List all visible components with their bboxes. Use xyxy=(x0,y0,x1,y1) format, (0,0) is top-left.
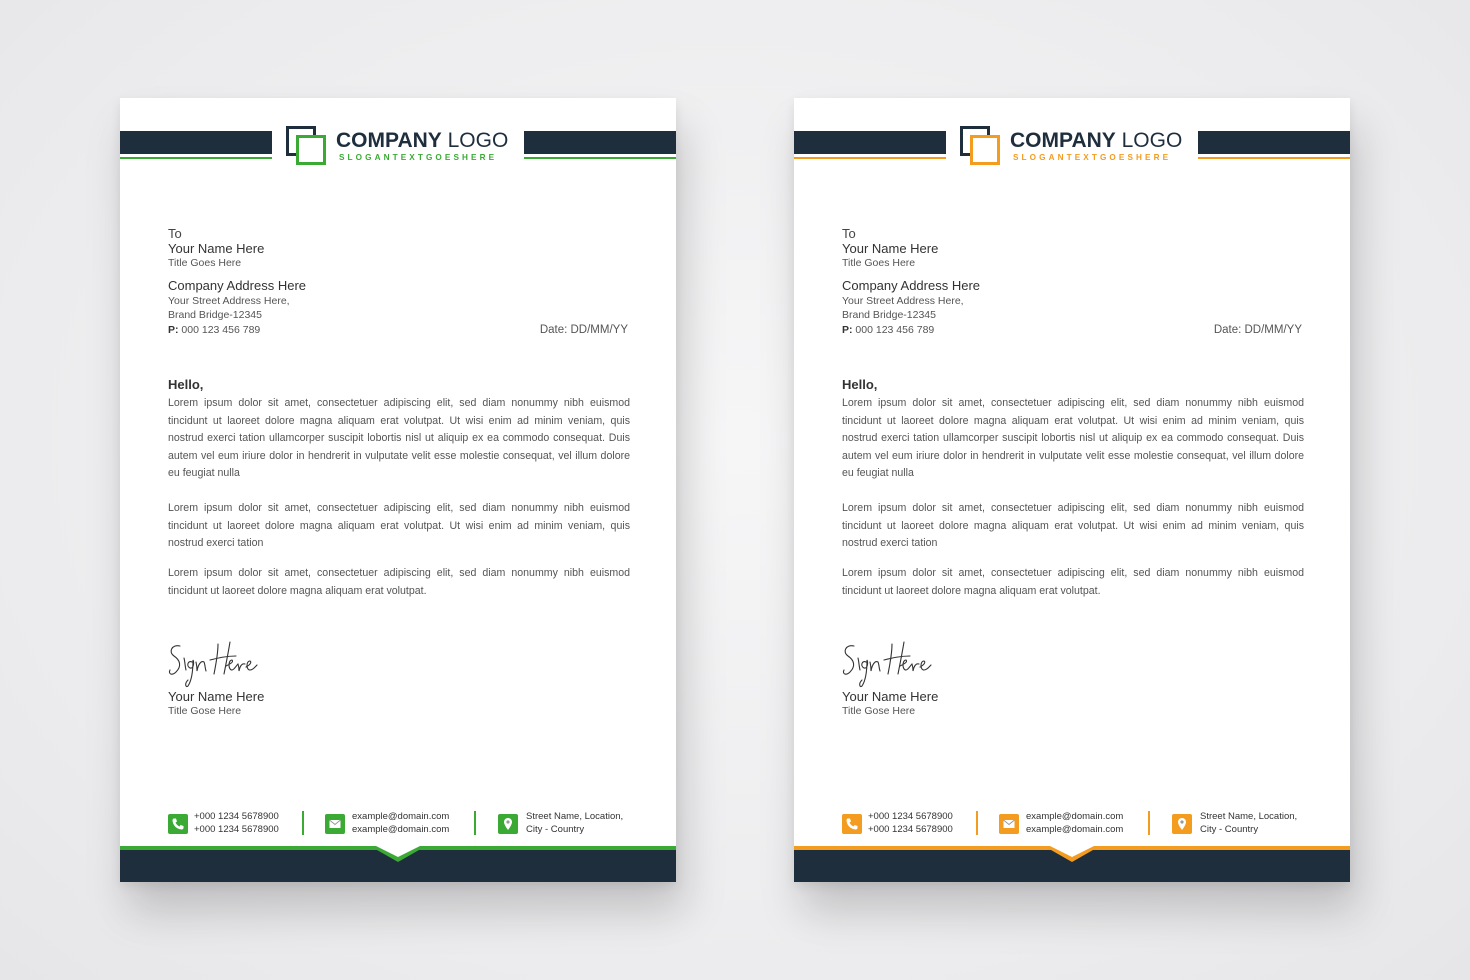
logo-slogan: SLOGANTEXTGOESHERE xyxy=(339,153,498,162)
letterhead-green xyxy=(120,98,676,882)
location-pin-icon xyxy=(1172,814,1192,834)
greeting: Hello, xyxy=(842,377,878,392)
street-address: Your Street Address Here, xyxy=(842,295,964,307)
footer-location: Street Name, Location, City - Country xyxy=(1200,811,1298,835)
signer-name: Your Name Here xyxy=(842,689,939,704)
signer-title: Title Gose Here xyxy=(168,705,242,717)
footer-divider xyxy=(976,811,978,835)
recipient-title: Title Goes Here xyxy=(842,257,916,269)
recipient-name: Your Name Here xyxy=(168,241,265,256)
letter-date: Date: DD/MM/YY xyxy=(1213,324,1302,336)
signature-image xyxy=(166,636,262,690)
recipient-title: Title Goes Here xyxy=(168,257,242,269)
footer-phones: +000 1234 5678900 +000 1234 5678900 xyxy=(194,811,279,835)
footer-divider xyxy=(474,811,476,835)
signer-name: Your Name Here xyxy=(168,689,265,704)
footer-phones: +000 1234 5678900 +000 1234 5678900 xyxy=(868,811,953,835)
header-bar-left xyxy=(120,131,272,154)
header-accent-line-left xyxy=(794,157,946,159)
header-accent-line-right xyxy=(524,157,676,159)
recipient-to: To xyxy=(168,226,182,241)
logo-icon xyxy=(960,126,1002,166)
company-address: Company Address Here xyxy=(842,278,981,293)
body-paragraph: Lorem ipsum dolor sit amet, consectetuer adipiscing elit, sed diam nonummy nibh euismod tincidunt ut laoreet dolore magna aliquam erat volutpat. Ut wisi enim ad minim veniam, quis nostrud exerci tation ullamcorper suscipit lobortis nisl ut aliquip ex ea commodo consequat. Duis autem vel eum iriure dolor in hendrerit in vulputate velit esse molestie consequat, vel illum dolore eu feugiat nulla xyxy=(842,397,1304,480)
signer-title: Title Gose Here xyxy=(842,705,916,717)
letterhead-orange xyxy=(794,98,1350,882)
phone-number: P: 000 123 456 789 xyxy=(168,324,261,336)
footer-emails: example@domain.com example@domain.com xyxy=(1026,811,1124,835)
logo-text: COMPANY LOGO xyxy=(336,129,509,152)
body-paragraph: Lorem ipsum dolor sit amet, consectetuer adipiscing elit, sed diam nonummy nibh euismod tincidunt ut laoreet dolore magna aliquam erat volutpat. xyxy=(842,567,1304,597)
header-accent-line-left xyxy=(120,157,272,159)
email-icon xyxy=(999,814,1019,834)
greeting: Hello, xyxy=(168,377,204,392)
location-pin-icon xyxy=(498,814,518,834)
footer-location: Street Name, Location, City - Country xyxy=(526,811,624,835)
header-accent-line-right xyxy=(1198,157,1350,159)
street-address: Your Street Address Here, xyxy=(168,295,290,307)
logo-slogan: SLOGANTEXTGOESHERE xyxy=(1013,153,1172,162)
letter-date: Date: DD/MM/YY xyxy=(539,324,628,336)
logo-text: COMPANY LOGO xyxy=(1010,129,1183,152)
header-bar-left xyxy=(794,131,946,154)
header-bar-right xyxy=(524,131,676,154)
footer-divider xyxy=(1148,811,1150,835)
logo-icon xyxy=(286,126,328,166)
body-paragraph: Lorem ipsum dolor sit amet, consectetuer adipiscing elit, sed diam nonummy nibh euismod tincidunt ut laoreet dolore magna aliquam erat volutpat. Ut wisi enim ad minim veniam, quis nostrud exerci tation ullamcorper suscipit lobortis nisl ut aliquip ex ea commodo consequat. Duis autem vel eum iriure dolor in hendrerit in vulputate velit esse molestie consequat, vel illum dolore eu feugiat nulla xyxy=(168,397,630,480)
body-paragraph: Lorem ipsum dolor sit amet, consectetuer adipiscing elit, sed diam nonummy nibh euismod tincidunt ut laoreet dolore magna aliquam erat volutpat. Ut wisi enim ad minim veniam, quis nostrud exerci tation xyxy=(842,502,1304,550)
email-icon xyxy=(325,814,345,834)
city-address: Brand Bridge-12345 xyxy=(168,309,262,321)
city-address: Brand Bridge-12345 xyxy=(842,309,936,321)
footer-divider xyxy=(302,811,304,835)
phone-icon xyxy=(168,814,188,834)
signature-image xyxy=(840,636,936,690)
body-paragraph: Lorem ipsum dolor sit amet, consectetuer adipiscing elit, sed diam nonummy nibh euismod tincidunt ut laoreet dolore magna aliquam erat volutpat. xyxy=(168,567,630,597)
company-address: Company Address Here xyxy=(168,278,307,293)
footer-notch xyxy=(1044,846,1100,864)
phone-number: P: 000 123 456 789 xyxy=(842,324,935,336)
footer-notch xyxy=(370,846,426,864)
body-paragraph: Lorem ipsum dolor sit amet, consectetuer adipiscing elit, sed diam nonummy nibh euismod tincidunt ut laoreet dolore magna aliquam erat volutpat. Ut wisi enim ad minim veniam, quis nostrud exerci tation xyxy=(168,502,630,550)
phone-icon xyxy=(842,814,862,834)
footer-emails: example@domain.com example@domain.com xyxy=(352,811,450,835)
recipient-to: To xyxy=(842,226,856,241)
header-bar-right xyxy=(1198,131,1350,154)
recipient-name: Your Name Here xyxy=(842,241,939,256)
